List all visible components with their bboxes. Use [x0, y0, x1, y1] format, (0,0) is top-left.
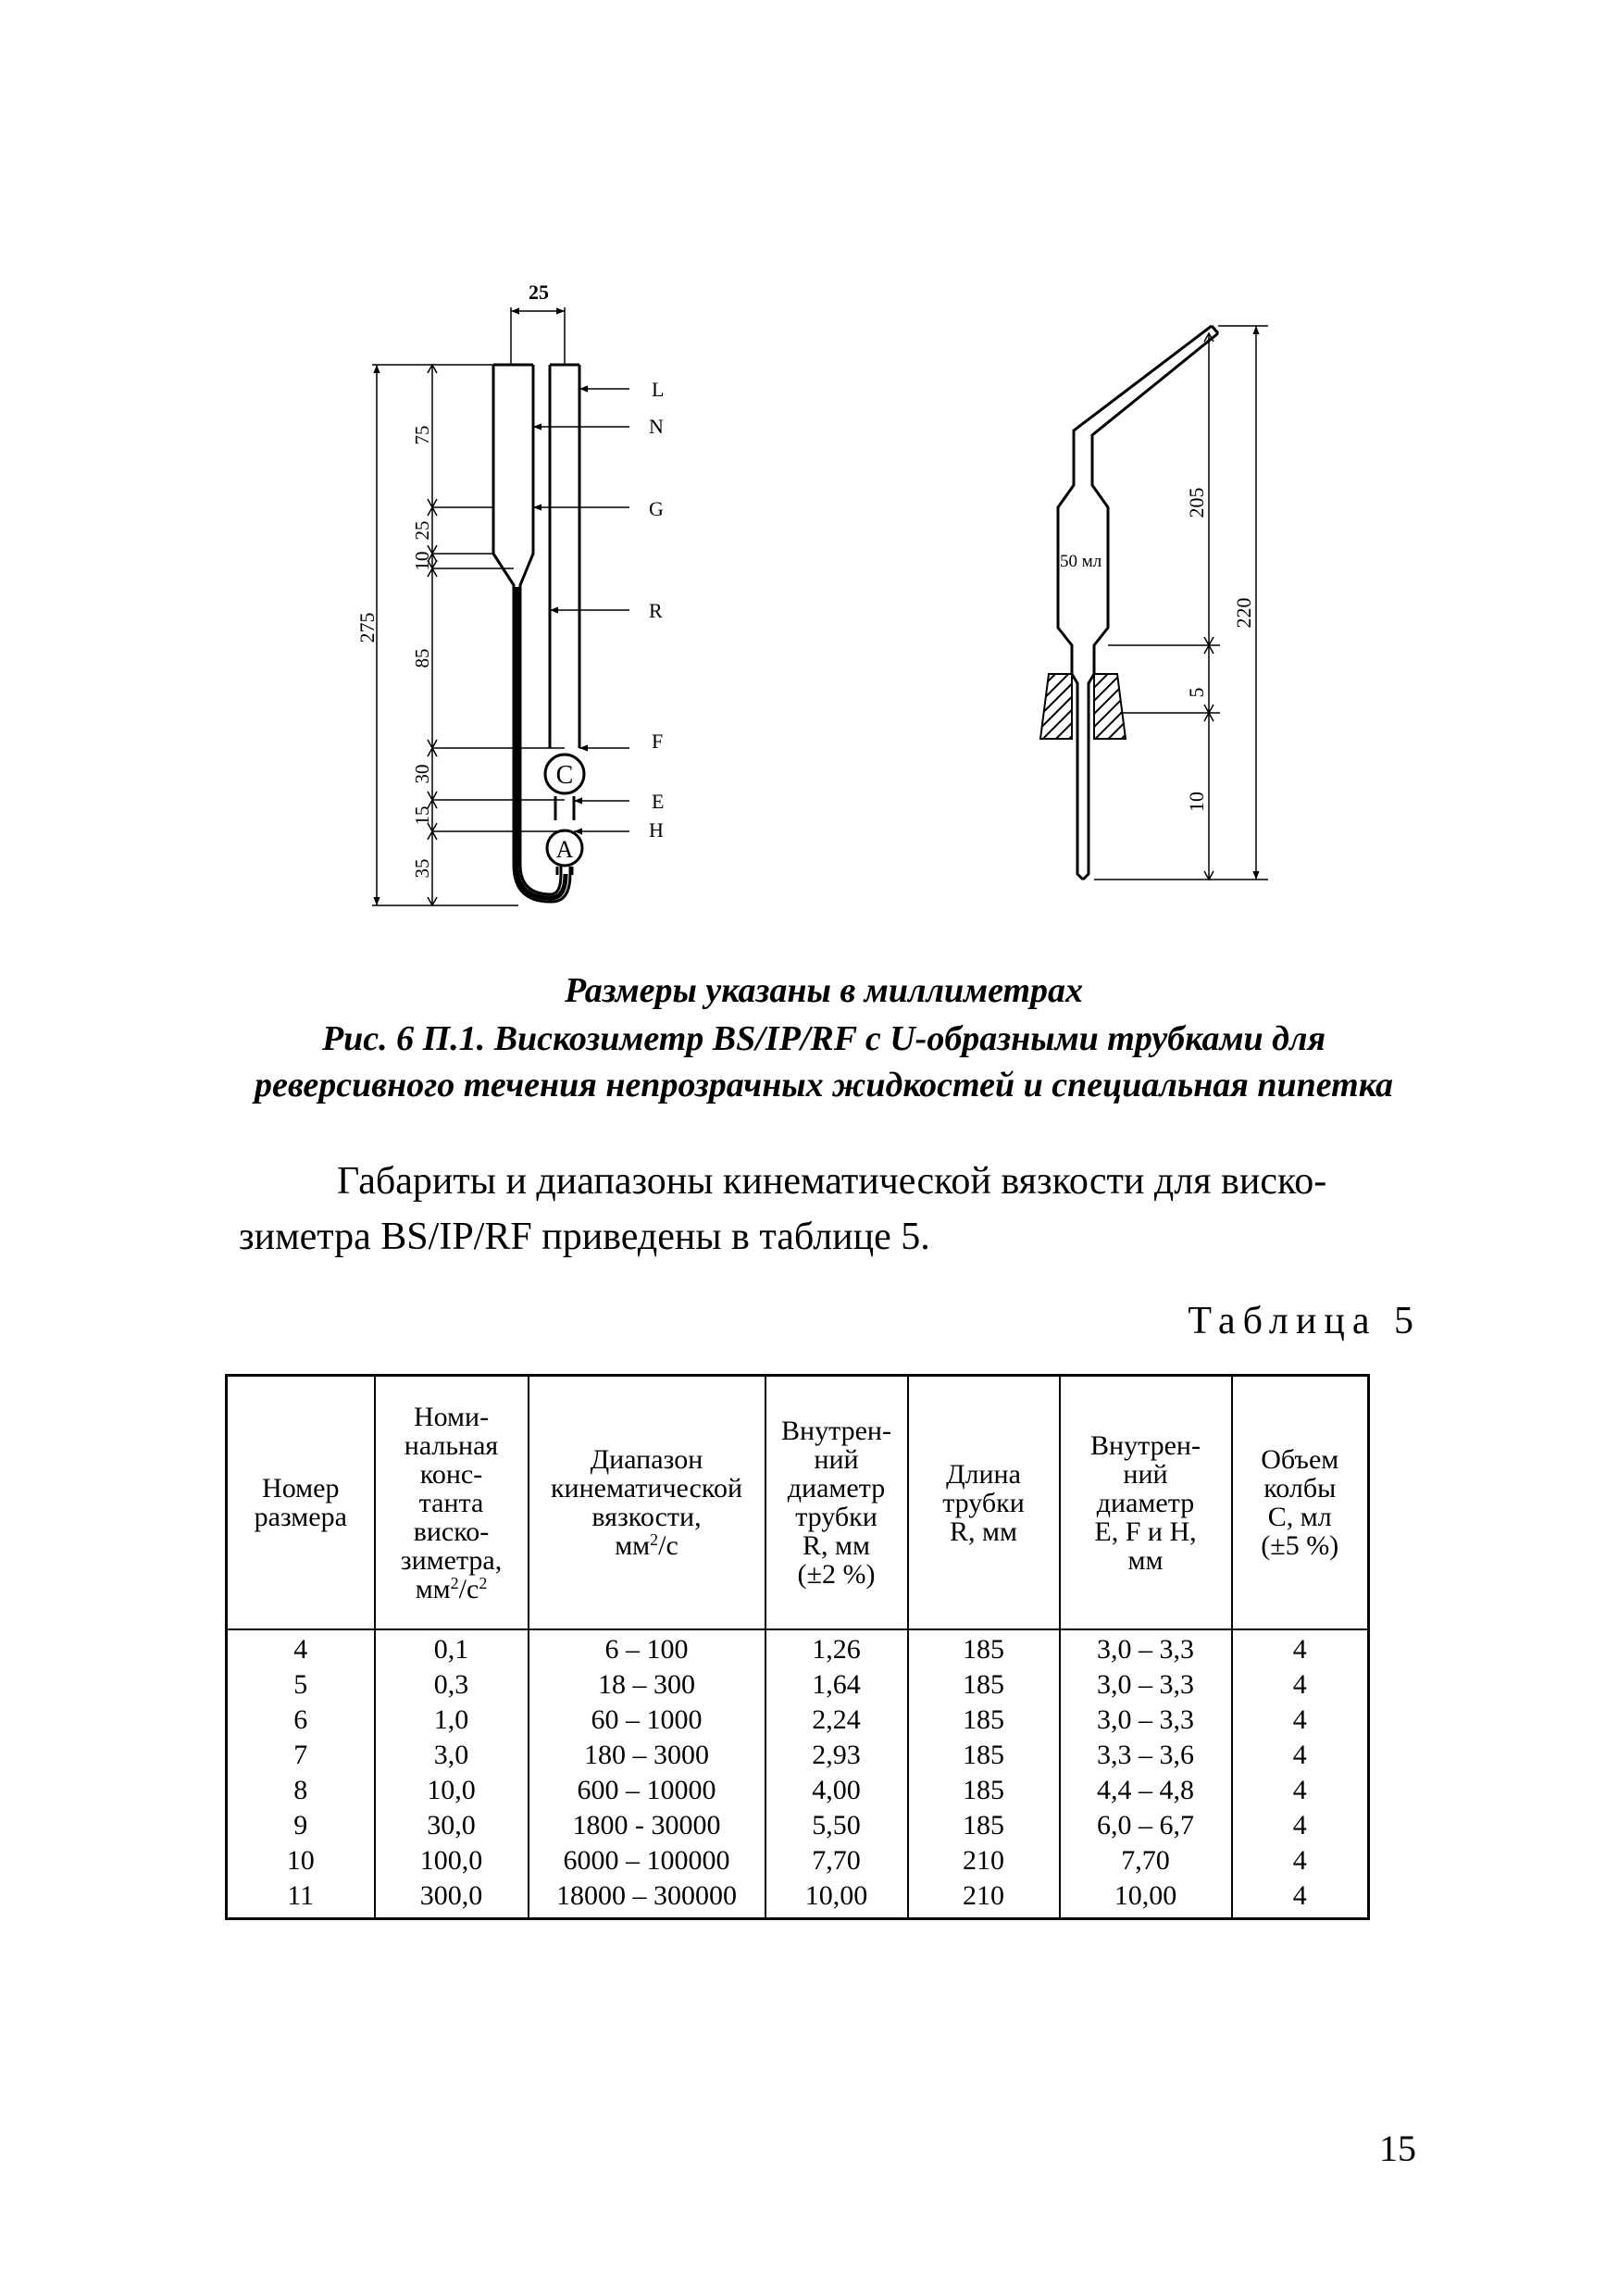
table-cell: 185 [908, 1808, 1060, 1843]
table-cell: 18000 – 300000 [529, 1878, 765, 1919]
label-F: F [652, 730, 664, 753]
bulb-c-label: C [555, 761, 574, 790]
table-cell: 2,93 [765, 1738, 908, 1773]
body-paragraph [239, 1154, 1424, 1265]
table-cell: 8 [227, 1773, 375, 1808]
table-cell: 60 – 1000 [529, 1703, 765, 1738]
label-H: H [649, 818, 664, 842]
segment-dim-85: 85 [411, 648, 433, 668]
table-cell: 4 [1232, 1843, 1369, 1878]
table-cell: 185 [908, 1703, 1060, 1738]
table-cell: 5 [227, 1667, 375, 1703]
table-cell: 1,0 [375, 1703, 529, 1738]
header-size-number [227, 1376, 375, 1630]
u-tube-viscometer-drawing [355, 281, 664, 905]
table-cell: 10,0 [375, 1773, 529, 1808]
table-cell: 30,0 [375, 1808, 529, 1843]
table-cell: 4 [227, 1629, 375, 1667]
table-row [227, 1843, 1369, 1878]
header-tube-length-text: Длина трубки R, мм [942, 1458, 1025, 1547]
table-cell: 0,1 [375, 1629, 529, 1667]
table-row [227, 1667, 1369, 1703]
table-cell: 9 [227, 1808, 375, 1843]
header-tube-length [908, 1376, 1060, 1630]
segment-dim-35: 35 [411, 858, 433, 879]
header-inner-diameter-r-text: Внутрен- ний диаметр трубки R, мм (±2 %) [781, 1416, 891, 1590]
table-cell: 7,70 [765, 1843, 908, 1878]
header-viscosity-range [529, 1376, 765, 1630]
table-cell: 1800 - 30000 [529, 1808, 765, 1843]
header-viscosity-range-text: Диапазон кинематической вязкости, $мм^2/с$ [550, 1444, 743, 1561]
table-cell: 185 [908, 1738, 1060, 1773]
header-bulb-volume-text: Объем колбы C, мл (±5 %) [1261, 1444, 1339, 1561]
page-number: 15 [1379, 2128, 1416, 2169]
table-body [227, 1629, 1369, 1919]
table-cell: 2,24 [765, 1703, 908, 1738]
bulb-a-label: A [555, 836, 574, 863]
table-cell: 185 [908, 1773, 1060, 1808]
caption-units: Размеры указаны в миллиметрах [564, 971, 1084, 1010]
table-cell: 3,0 – 3,3 [1060, 1629, 1232, 1667]
table-cell: 210 [908, 1878, 1060, 1919]
top-width-dim: 25 [529, 281, 549, 304]
table-cell: 3,0 – 3,3 [1060, 1667, 1232, 1703]
table-cell: 100,0 [375, 1843, 529, 1878]
table-cell: 4 [1232, 1629, 1369, 1667]
stopper-left [1040, 674, 1072, 739]
table-cell: 4 [1232, 1808, 1369, 1843]
table-cell: 4,00 [765, 1773, 908, 1808]
label-G: G [649, 497, 664, 520]
table-cell: 6000 – 100000 [529, 1843, 765, 1878]
header-inner-diameter-r [765, 1376, 908, 1630]
table-cell: 3,0 [375, 1738, 529, 1773]
segment-dim-25: 25 [411, 520, 433, 541]
viscometer-table [225, 1374, 1370, 1920]
header-nominal-constant [375, 1376, 529, 1630]
table-row [227, 1738, 1369, 1773]
header-size-number-text: Номер размера [254, 1473, 347, 1532]
segment-dim-15: 15 [411, 805, 433, 826]
stopper-right [1094, 674, 1126, 739]
table-cell: 10 [227, 1843, 375, 1878]
table-cell: 4 [1232, 1667, 1369, 1703]
table-cell: 6 – 100 [529, 1629, 765, 1667]
table-cell: 300,0 [375, 1878, 529, 1919]
table-cell: 6 [227, 1703, 375, 1738]
table-cell: 5,50 [765, 1808, 908, 1843]
label-R: R [649, 599, 663, 622]
table-cell: 4 [1232, 1773, 1369, 1808]
table-cell: 210 [908, 1843, 1060, 1878]
table-cell: 185 [908, 1667, 1060, 1703]
figure-drawings [0, 0, 1618, 935]
u-tube-left-limb [493, 365, 570, 902]
table-cell: 185 [908, 1629, 1060, 1667]
table-row [227, 1773, 1369, 1808]
table-row [227, 1878, 1369, 1919]
u-tube-right-limb [550, 365, 579, 748]
body-line-1: Габариты и диапазоны кинематической вязкости для виско- [337, 1160, 1327, 1203]
table-row [227, 1808, 1369, 1843]
table-cell: 7 [227, 1738, 375, 1773]
table-cell: 11 [227, 1878, 375, 1919]
header-inner-diameter-efh [1060, 1376, 1232, 1630]
label-N: N [649, 415, 664, 438]
label-L: L [652, 378, 665, 401]
table-cell: 1,64 [765, 1667, 908, 1703]
caption-figure-title-cont: реверсивного течения непрозрачных жидкостей и специальная пипетка [254, 1066, 1394, 1104]
header-nominal-constant-text: Номи- нальная конс- танта виско- зиметра, $мм^2/с^2$ [400, 1401, 503, 1604]
overall-height-dim: 275 [355, 612, 379, 643]
table-cell: 4 [1232, 1878, 1369, 1919]
table-cell: 600 – 10000 [529, 1773, 765, 1808]
stopper-height-dim: 5 [1185, 687, 1208, 698]
header-inner-diameter-efh-text: Внутрен- ний диаметр E, F и H, мм [1090, 1429, 1201, 1576]
upper-height-dim: 205 [1185, 487, 1208, 518]
segment-dim-10: 10 [411, 551, 433, 571]
body-line-2: зиметра BS/IP/RF приведены в таблице 5. [239, 1216, 930, 1258]
table-row [227, 1629, 1369, 1667]
table-label: Таблица 5 [1188, 1300, 1421, 1342]
segment-dim-75: 75 [411, 425, 433, 445]
bulb-volume-label: 50 мл [1060, 552, 1102, 571]
tip-length-dim: 10 [1185, 792, 1208, 812]
table-cell: 1,26 [765, 1629, 908, 1667]
header-bulb-volume [1232, 1376, 1369, 1630]
table-cell: 4 [1232, 1738, 1369, 1773]
table-row [227, 1703, 1369, 1738]
table-cell: 10,00 [1060, 1878, 1232, 1919]
table-cell: 10,00 [765, 1878, 908, 1919]
segment-dim-30: 30 [411, 764, 433, 784]
table-cell: 3,3 – 3,6 [1060, 1738, 1232, 1773]
table-cell: 3,0 – 3,3 [1060, 1703, 1232, 1738]
caption-figure-title: Рис. 6 П.1. Вискозиметр BS/IP/RF с U-образными трубками для [321, 1019, 1326, 1058]
table-cell: 6,0 – 6,7 [1060, 1808, 1232, 1843]
table-cell: 18 – 300 [529, 1667, 765, 1703]
table-cell: 4 [1232, 1703, 1369, 1738]
label-E: E [652, 790, 665, 813]
table-cell: 180 – 3000 [529, 1738, 765, 1773]
special-pipette-drawing [1040, 326, 1268, 880]
table-cell: 4,4 – 4,8 [1060, 1773, 1232, 1808]
overall-height-pipette-dim: 220 [1232, 597, 1255, 629]
table-cell: 0,3 [375, 1667, 529, 1703]
table-cell: 7,70 [1060, 1843, 1232, 1878]
table-header-row [227, 1376, 1369, 1630]
